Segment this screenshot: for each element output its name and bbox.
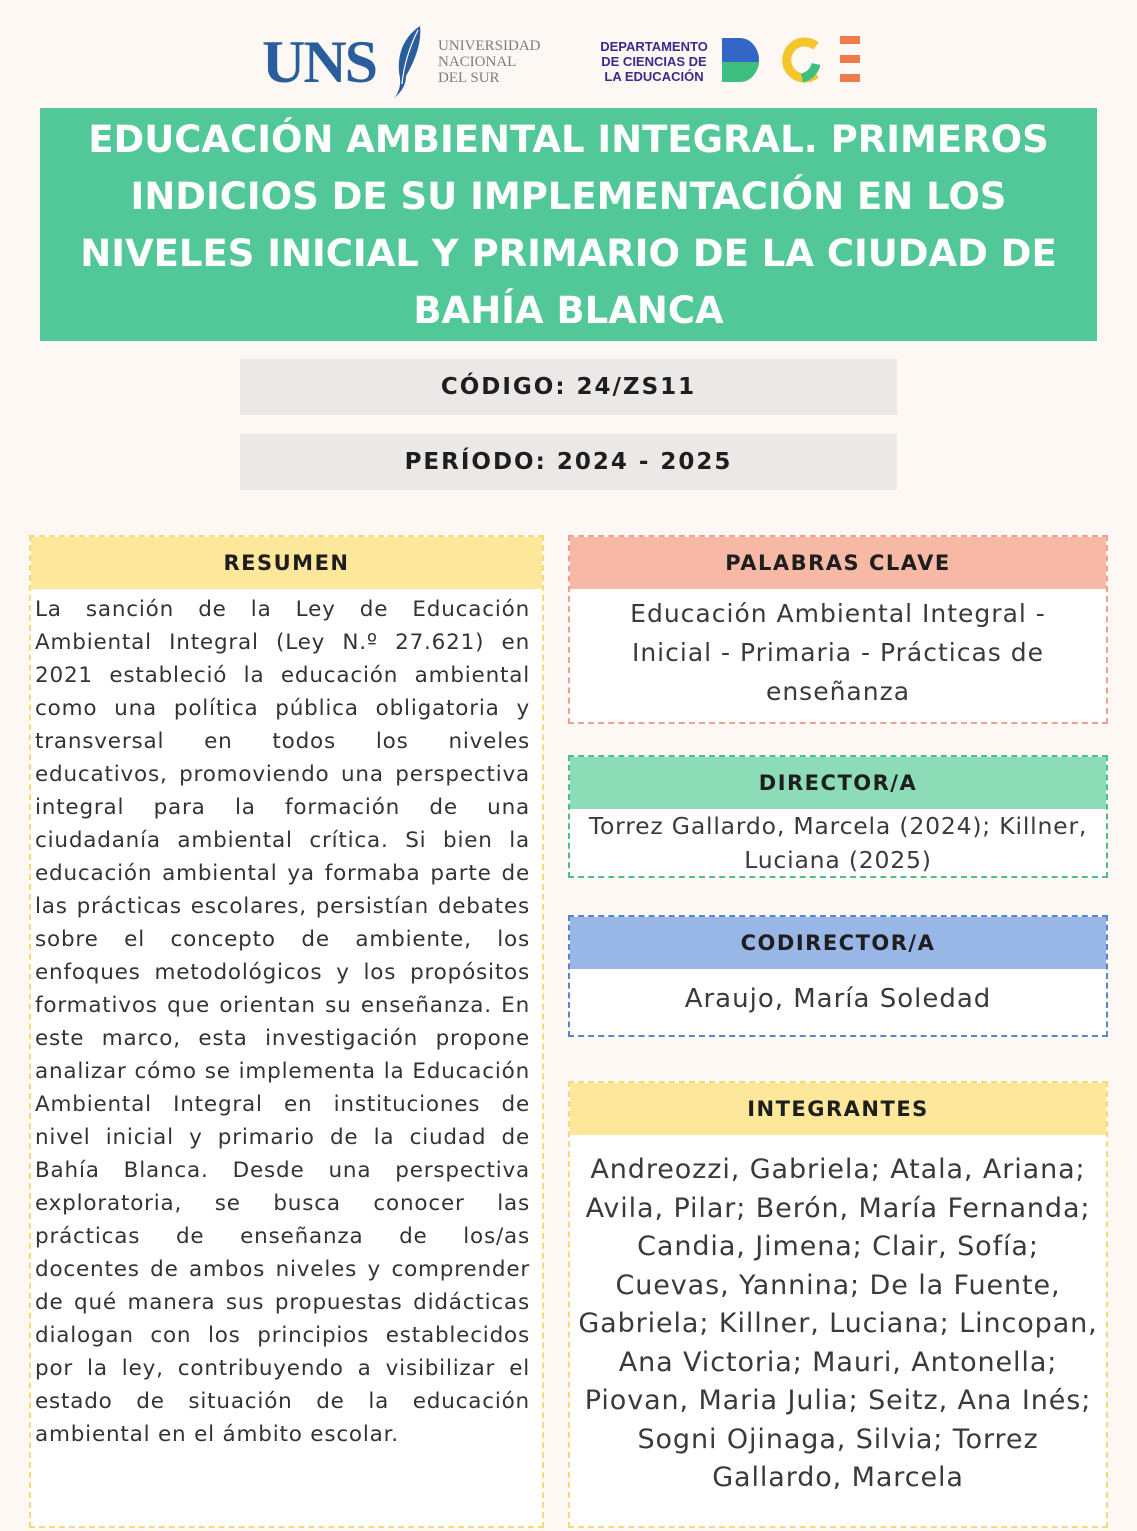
codirector-heading: CODIRECTOR/A [570,917,1106,969]
keywords-card [568,535,1108,724]
project-code: CÓDIGO: 24/ZS11 [240,359,897,415]
page-title: EDUCACIÓN AMBIENTAL INTEGRAL. PRIMEROS INDICIOS DE SU IMPLEMENTACIÓN EN LOS NIVELES INICIAL Y PRIMARIO DE LA CIUDAD DE BAHÍA BLANCA [80,117,1057,332]
dce-logo [594,34,874,86]
director-heading: DIRECTOR/A [570,757,1106,809]
integrantes-text: Andreozzi, Gabriela; Atala, Ariana; Avila, Pilar; Berón, María Fernanda; Candia, Jimena; Clair, Sofía; Cuevas, Yannina; De la Fuente, Gabriela; Killner, Luciana; Lincopan, Ana Victoria; Mauri, Antonella; Piovan, Maria Julia; Seitz, Ana Inés; Sogni Ojinaga, Silvia; Torrez Gallardo, Marcela [578,1154,1098,1493]
uns-acronym: UNS [262,29,377,95]
integrantes-heading: INTEGRANTES [570,1083,1106,1135]
codirector-text: Araujo, María Soledad [684,984,992,1014]
dce-letters-icon [720,34,870,86]
dce-name: DEPARTAMENTO DE CIENCIAS DE LA EDUCACIÓN [600,39,708,84]
resumen-text: La sanción de la Ley de Educación Ambiental Integral (Ley N.º 27.621) en 2021 estableció la educación ambiental como una política pública obligatoria y transversal en todos los niveles educativos, promoviendo una perspectiva integral para la formación de una ciudadanía ambiental crítica. Si bien la educación ambiental ya formaba parte de las prácticas escolares, persistían debates sobre el concepto de ambiente, los enfoques metodológicos y los propósitos formativos que orientan su enseñanza. En este marco, esta investigación propone analizar cómo se implementa la Educación Ambiental Integral en instituciones de nivel inicial y primario de la ciudad de Bahía Blanca. Desde una perspectiva exploratoria, se busca conocer las prácticas de enseñanza de los/as docentes de ambos niveles y comprender de qué manera sus propuestas didácticas dialogan con los principios establecidos por la ley, contribuyendo a visibilizar el estado de situación de la educación ambiental en el ámbito escolar. [35,597,530,1447]
feather-icon [390,24,426,100]
director-text: Torrez Gallardo, Marcela (2024); Killner, Luciana (2025) [588,812,1088,874]
resumen-card [29,535,544,1528]
uns-logo [262,24,562,96]
resumen-heading: RESUMEN [31,537,542,589]
director-card [568,755,1108,878]
project-period: PERÍODO: 2024 - 2025 [240,434,897,490]
uns-name: UNIVERSIDAD NACIONAL DEL SUR [438,38,541,86]
keywords-text: Educación Ambiental Integral - Inicial - Primaria - Prácticas de enseñanza [630,599,1046,706]
integrantes-card [568,1081,1108,1528]
keywords-heading: PALABRAS CLAVE [570,537,1106,589]
header-logos [0,18,1137,98]
codirector-card [568,915,1108,1037]
title-banner [40,108,1097,341]
